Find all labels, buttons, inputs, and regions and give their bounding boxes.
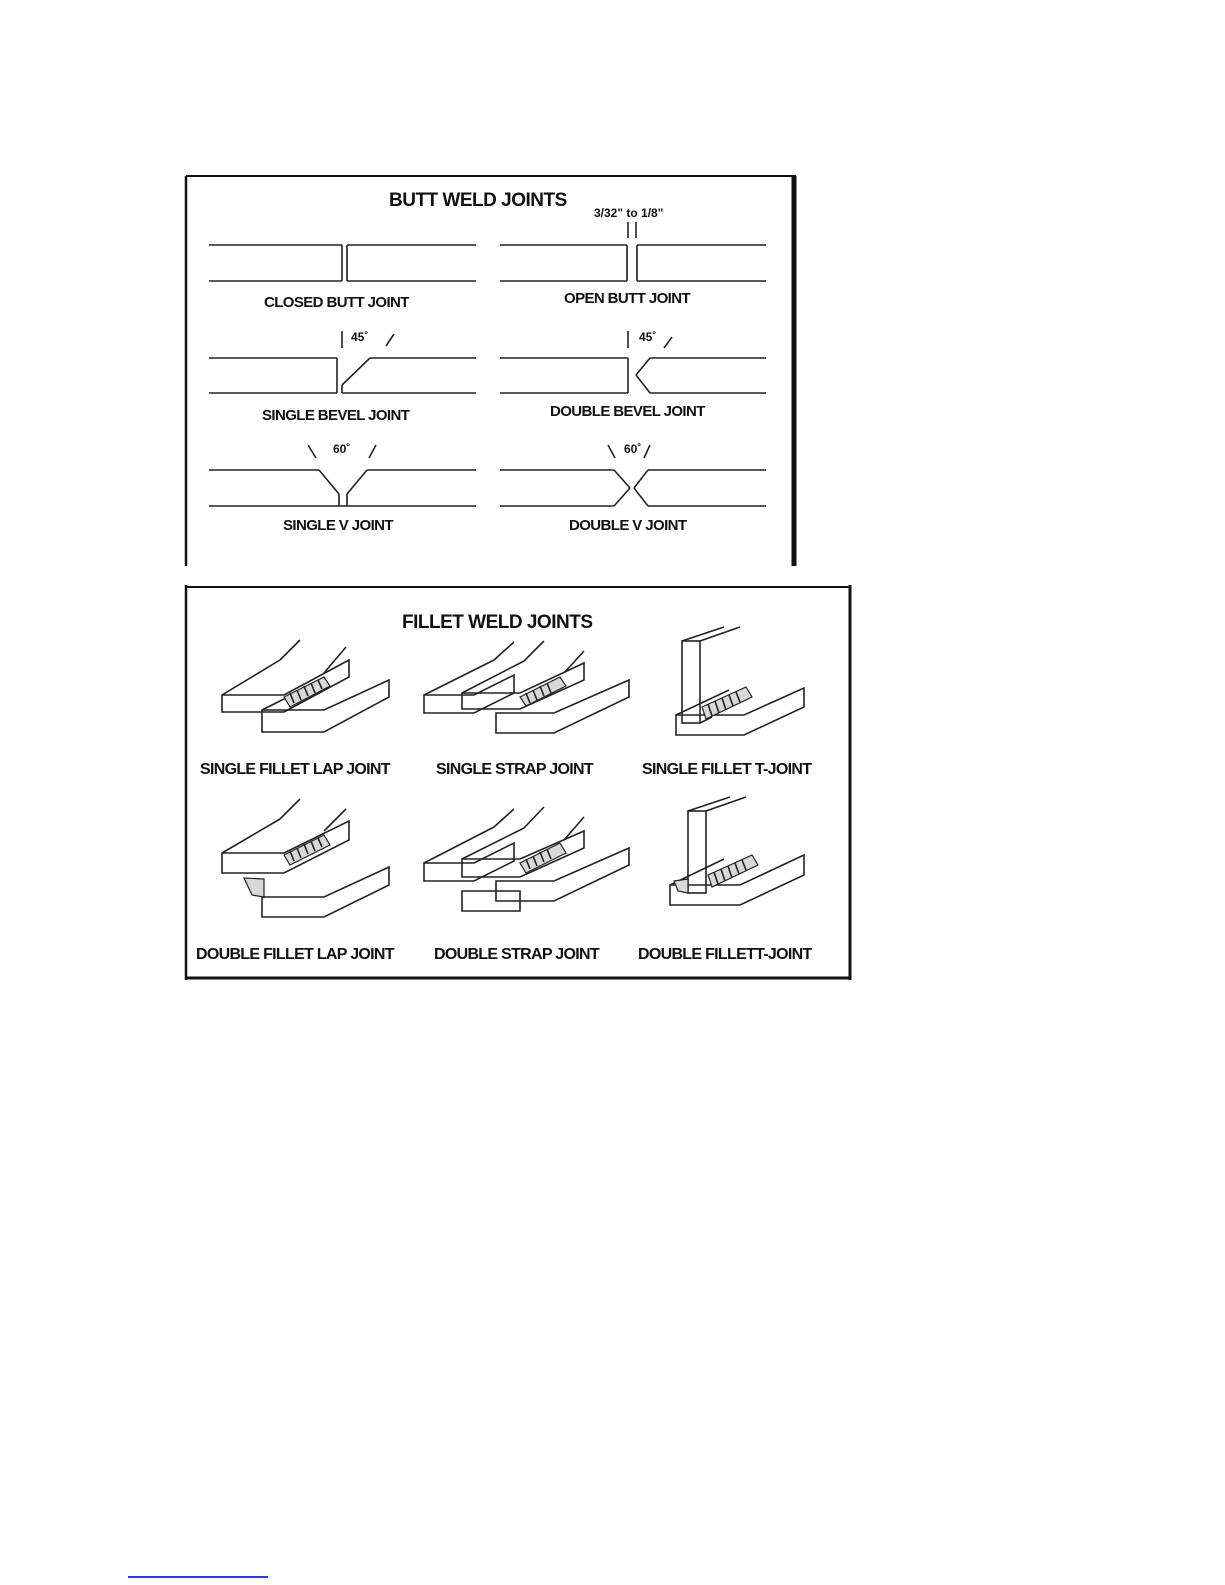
double-bevel-joint-diagram (500, 331, 766, 393)
open-butt-joint-label: OPEN BUTT JOINT (564, 290, 691, 307)
gap-note: 3/32" to 1/8" (594, 206, 664, 220)
closed-butt-joint-label: CLOSED BUTT JOINT (264, 294, 409, 311)
single-fillet-t-diagram (676, 627, 804, 735)
single-bevel-angle: 45˚ (351, 330, 369, 344)
double-bevel-joint-label: DOUBLE BEVEL JOINT (550, 403, 705, 420)
double-v-joint-label: DOUBLE V JOINT (569, 517, 687, 534)
single-fillet-lap-diagram (222, 640, 389, 732)
fillet-weld-joints-panel (184, 585, 864, 990)
single-bevel-joint-diagram (209, 331, 476, 393)
butt-title: BUTT WELD JOINTS (389, 190, 567, 211)
double-strap-label: DOUBLE STRAP JOINT (434, 946, 599, 963)
double-fillet-lap-label: DOUBLE FILLET LAP JOINT (196, 946, 394, 963)
butt-weld-joints-panel (184, 174, 802, 572)
closed-butt-joint-diagram (209, 245, 476, 281)
double-fillet-t-diagram (670, 797, 804, 905)
double-v-angle: 60˚ (624, 442, 642, 456)
open-butt-joint-diagram (500, 222, 766, 281)
fillet-title: FILLET WELD JOINTS (402, 612, 593, 633)
single-strap-diagram (424, 641, 629, 733)
double-fillet-t-label: DOUBLE FILLETT-JOINT (638, 946, 812, 963)
single-strap-label: SINGLE STRAP JOINT (436, 761, 593, 778)
single-fillet-t-label: SINGLE FILLET T-JOINT (642, 761, 812, 778)
single-v-angle: 60˚ (333, 442, 351, 456)
single-bevel-joint-label: SINGLE BEVEL JOINT (262, 407, 410, 424)
footer-link-underline[interactable] (128, 1576, 268, 1578)
single-fillet-lap-label: SINGLE FILLET LAP JOINT (200, 761, 390, 778)
double-fillet-lap-diagram (222, 799, 389, 917)
double-bevel-angle: 45˚ (639, 330, 657, 344)
single-v-joint-label: SINGLE V JOINT (283, 517, 393, 534)
double-strap-diagram (424, 807, 629, 911)
